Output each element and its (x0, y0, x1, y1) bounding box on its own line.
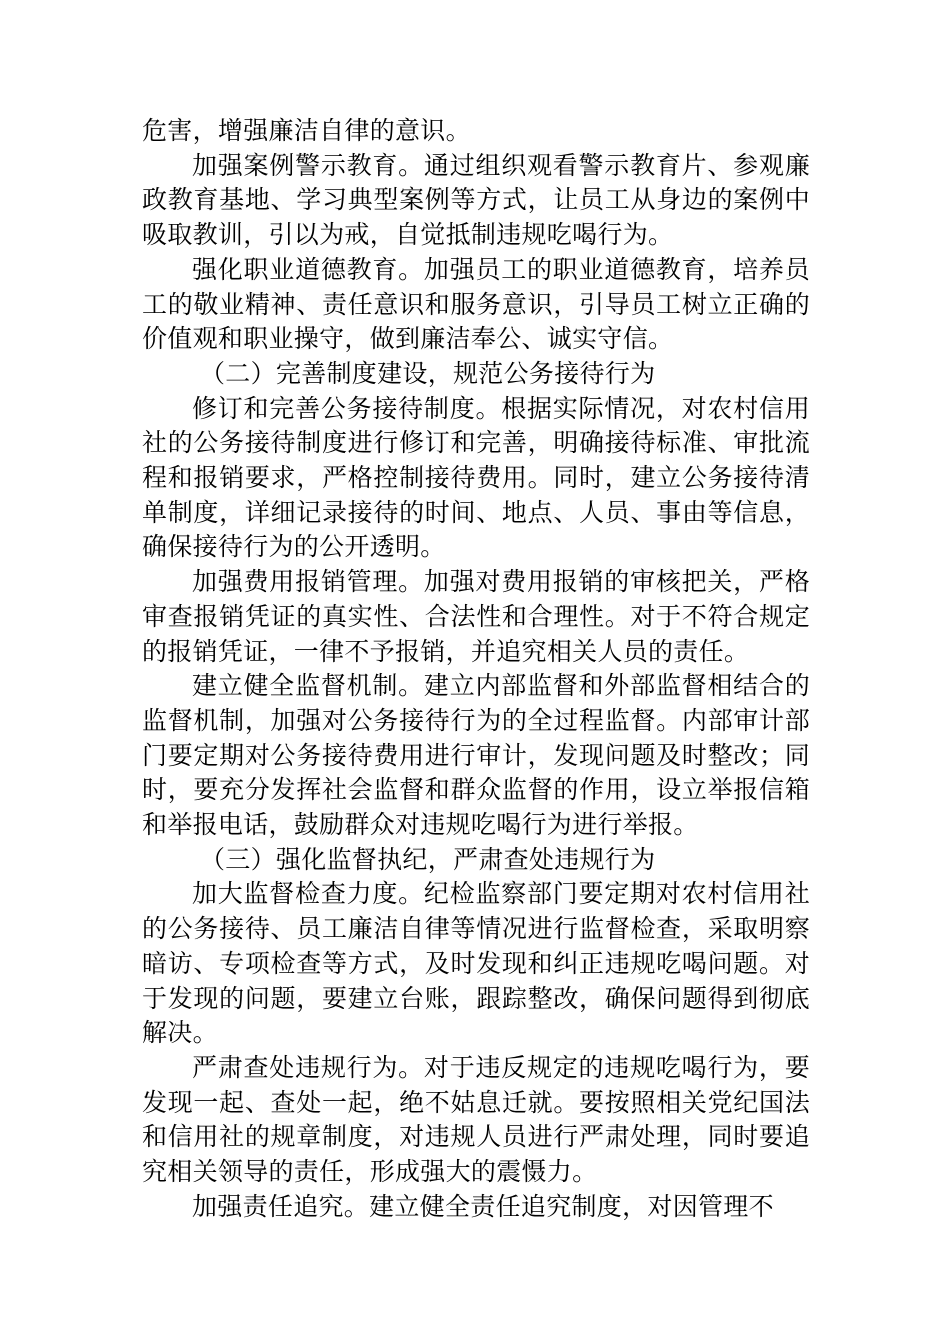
paragraph-continuation: 危害，增强廉洁自律的意识。 (142, 116, 471, 145)
paragraph-inspection: 加大监督检查力度。纪检监察部门要定期对农村信用社的公务接待、员工廉洁自律等情况进行监督检查，采取明察暗访、专项检查等方式，及时发现和纠正违规吃喝问题。对于发现的问题，要建立台账，跟踪整改，确保问题得到彻底解决。 (142, 879, 810, 1048)
paragraph-reception-system: 修订和完善公务接待制度。根据实际情况，对农村信用社的公务接待制度进行修订和完善，明确接待标准、审批流程和报销要求，严格控制接待费用。同时，建立公务接待清单制度，详细记录接待的时间、地点、人员、事由等信息，确保接待行为的公开透明。 (142, 393, 810, 562)
paragraph-expense-management: 加强费用报销管理。加强对费用报销的审核把关，严格审查报销凭证的真实性、合法性和合理性。对于不符合规定的报销凭证，一律不予报销，并追究相关人员的责任。 (142, 567, 810, 666)
section-heading-3: （三）强化监督执纪，严肃查处违规行为 (200, 844, 656, 874)
paragraph-case-warning-education: 加强案例警示教育。通过组织观看警示教育片、参观廉政教育基地、学习典型案例等方式，让员工从身边的案例中吸取教训，引以为戒，自觉抵制违规吃喝行为。 (142, 150, 810, 250)
paragraph-accountability: 加强责任追究。建立健全责任追究制度，对因管理不 (192, 1191, 774, 1221)
section-heading-2: （二）完善制度建设，规范公务接待行为 (200, 358, 656, 388)
paragraph-investigation: 严肃查处违规行为。对于违反规定的违规吃喝行为，要发现一起、查处一起，绝不姑息迁就。要按照相关党纪国法和信用社的规章制度，对违规人员进行严肃处理，同时要追究相关领导的责任，形成强大的震慑力。 (142, 1052, 810, 1187)
document-body (142, 114, 810, 1225)
paragraph-supervision-mechanism: 建立健全监督机制。建立内部监督和外部监督相结合的监督机制，加强对公务接待行为的全过程监督。内部审计部门要定期对公务接待费用进行审计，发现问题及时整改；同时，要充分发挥社会监督和群众监督的作用，设立举报信箱和举报电话，鼓励群众对违规吃喝行为进行举报。 (142, 671, 810, 840)
paragraph-professional-ethics: 强化职业道德教育。加强员工的职业道德教育，培养员工的敬业精神、责任意识和服务意识，引导员工树立正确的价值观和职业操守，做到廉洁奉公、诚实守信。 (142, 254, 810, 354)
